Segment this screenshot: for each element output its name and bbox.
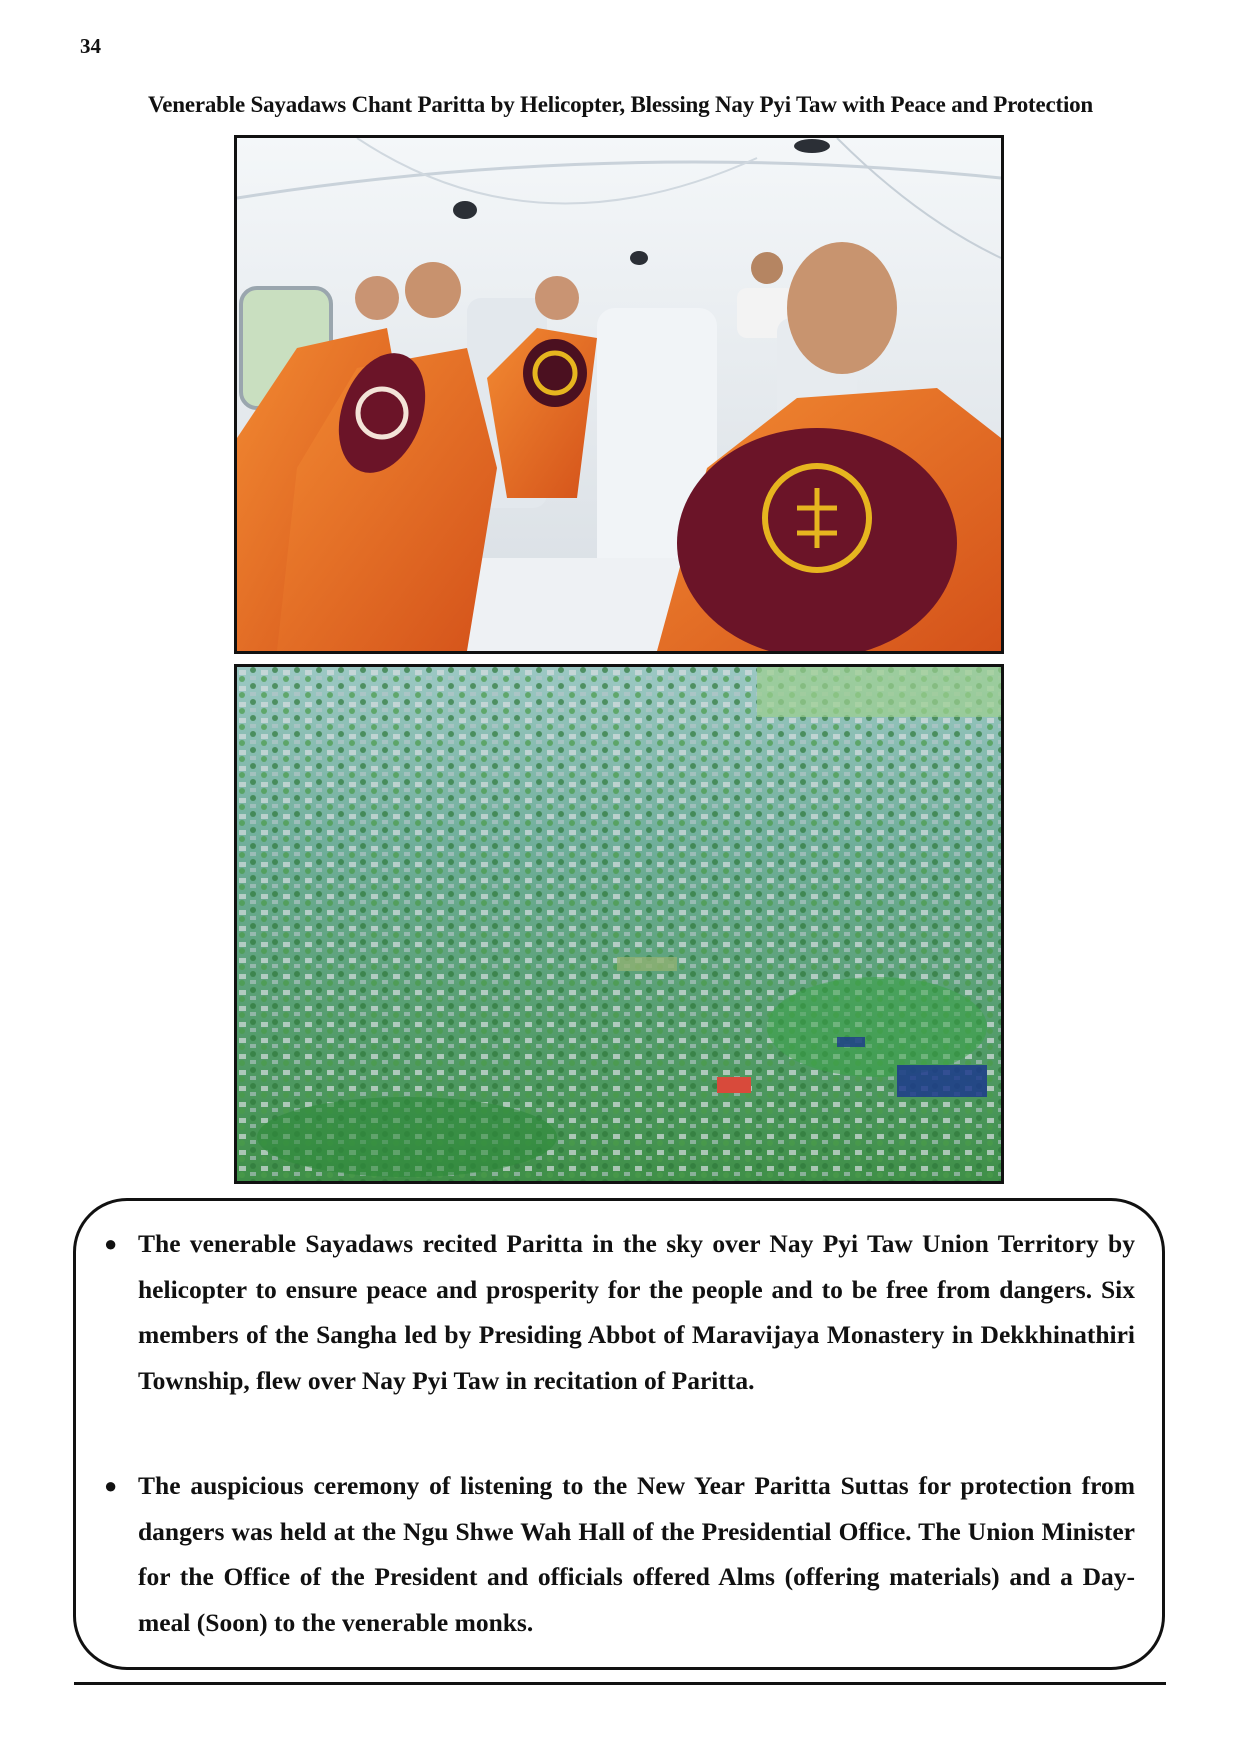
bullet-item-1: [104, 1221, 1135, 1403]
caption-box: [73, 1198, 1165, 1670]
bottom-rule: [74, 1682, 1166, 1685]
bullet-text-2: The auspicious ceremony of listening to the New Year Paritta Suttas for protection from dangers was held at the Ngu Shwe Wah Hall of the Presidential Office. The Union Minister for the Office of the President and officials offered Alms (offering materials) and a Day-meal (Soon) to the venerable monks.: [138, 1471, 1135, 1637]
page-number: 34: [80, 34, 101, 58]
bullet-item-2: [104, 1463, 1135, 1645]
helicopter-interior-photo: [234, 135, 1004, 654]
page-title: Venerable Sayadaws Chant Paritta by Helicopter, Blessing Nay Pyi Taw with Peace and Protection: [147, 92, 1094, 117]
aerial-city-image: [237, 667, 1001, 1181]
bullet-text-1: The venerable Sayadaws recited Paritta in the sky over Nay Pyi Taw Union Territory by helicopter to ensure peace and prosperity for the people and to be free from dangers. Six members of the Sangha led by Presiding Abbot of Maravijaya Monastery in Dekkhinathiri Township, flew over Nay Pyi Taw in recitation of Paritta.: [138, 1229, 1135, 1395]
bullet-dot-icon: ●: [104, 1473, 118, 1498]
bullet-dot-icon: ●: [104, 1231, 118, 1256]
helicopter-interior-image: [237, 138, 1001, 651]
aerial-city-photo: [234, 664, 1004, 1184]
